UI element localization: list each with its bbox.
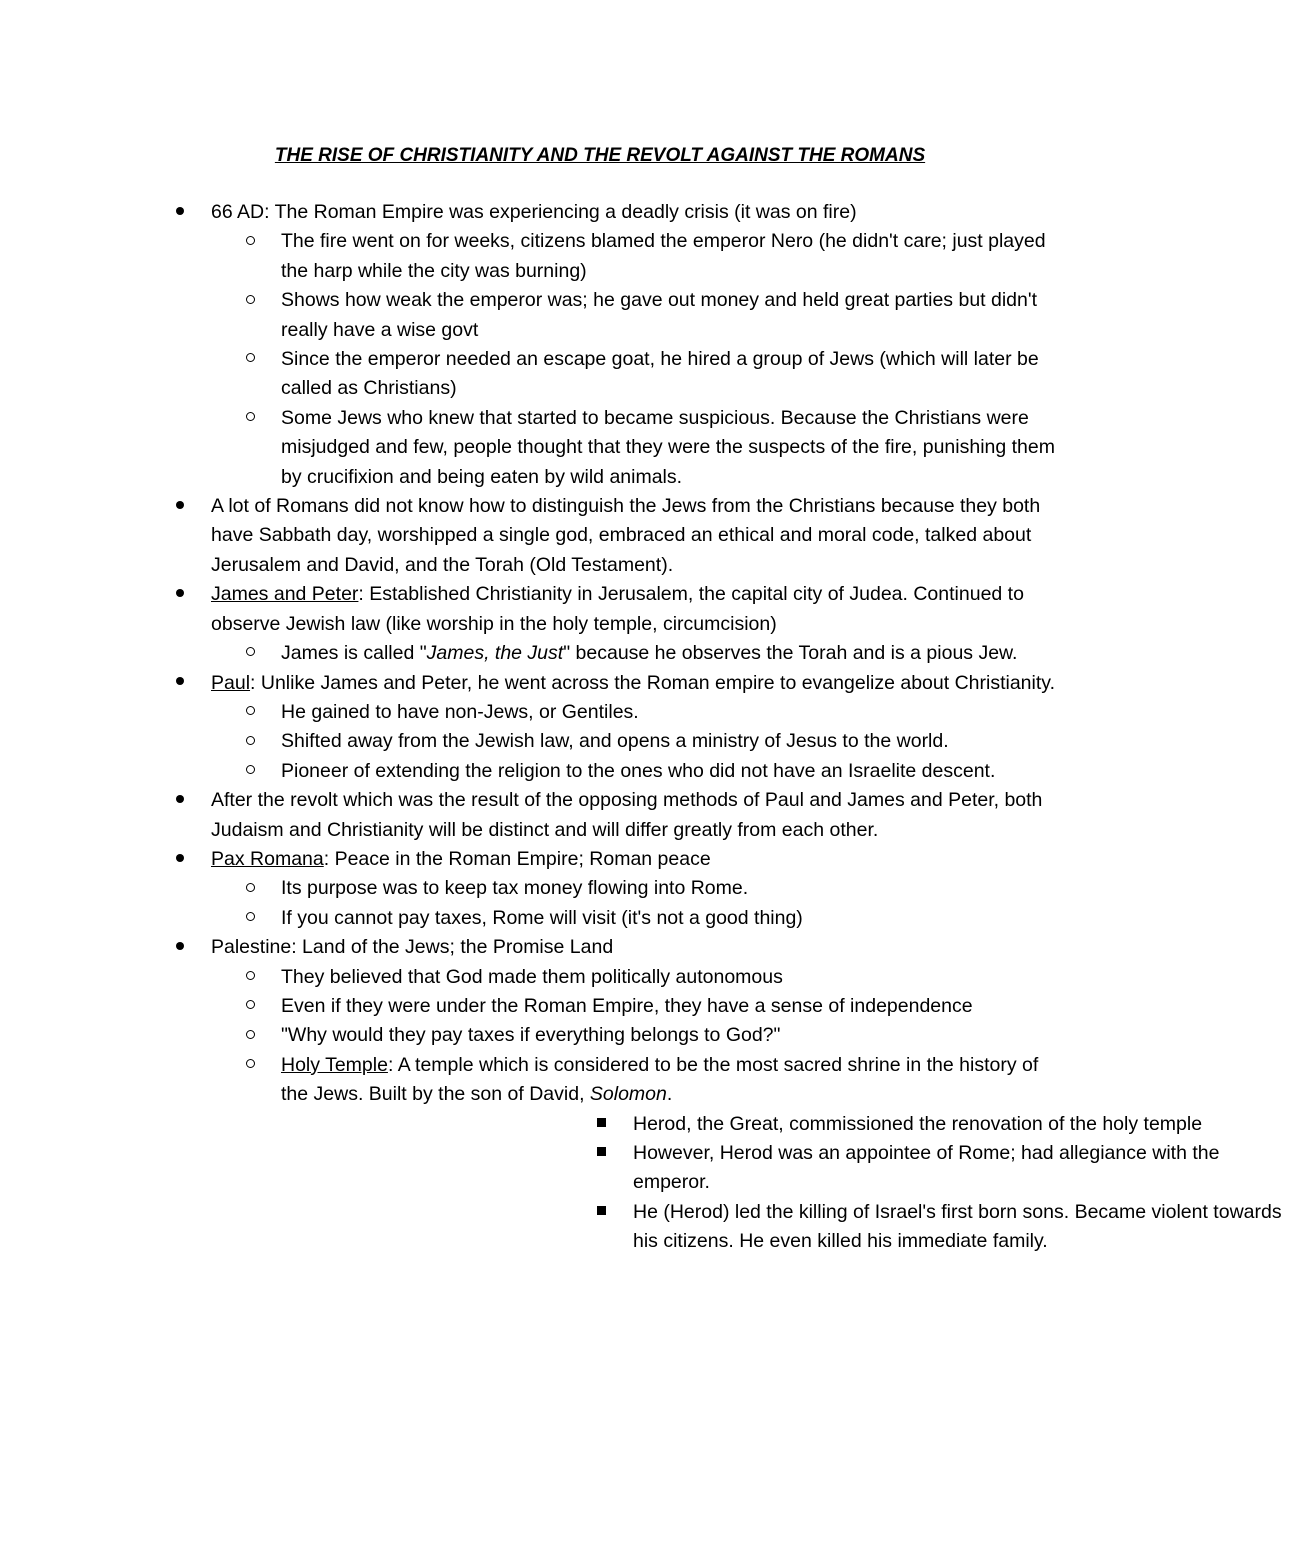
sub-item-text: Its purpose was to keep tax money flowing into Rome.: [281, 877, 749, 900]
sub-list-item: [0, 1051, 1282, 1257]
hollow-bullet-icon: [246, 904, 255, 933]
sub-sub-item-text: Herod, the Great, commissioned the renovation of the holy temple: [633, 1112, 1203, 1135]
sub-item-text: Shifted away from the Jewish law, and opens a ministry of Jesus to the world.: [281, 730, 949, 753]
sub-item-text: : A temple which is considered to be the most sacred shrine in the history of the Jews. Built by the son of David,: [281, 1053, 1039, 1106]
sub-item-text: " because he observes the Torah and is a pious Jew.: [563, 642, 1018, 665]
bullet-icon: [176, 198, 184, 227]
bullet-icon: [176, 492, 184, 521]
list-item: [0, 669, 1071, 787]
sub-item-text: If you cannot pay taxes, Rome will visit (it's not a good thing): [281, 906, 803, 929]
sub-list: [0, 227, 1060, 492]
list-item: [0, 492, 1071, 580]
sub-sub-item-text: However, Herod was an appointee of Rome; had allegiance with the emperor.: [633, 1142, 1220, 1194]
item-term: Pax Romana: [211, 847, 324, 870]
sub-list-item: [0, 227, 1060, 286]
item-text: Palestine: Land of the Jews; the Promise Land: [211, 936, 614, 959]
hollow-bullet-icon: [246, 1021, 255, 1050]
sub-list-item: [0, 698, 1060, 727]
sub-item-text: "Why would they pay taxes if everything belongs to God?": [281, 1024, 781, 1047]
bullet-icon: [176, 933, 184, 962]
list-item: [0, 933, 1282, 1256]
sub-list-item: [0, 639, 1060, 668]
sub-list: [0, 698, 1060, 786]
sub-item-text: .: [666, 1083, 673, 1106]
sub-list-item: [0, 874, 1060, 903]
hollow-bullet-icon: [246, 757, 255, 786]
sub-item-text: He gained to have non-Jews, or Gentiles.: [281, 700, 639, 723]
sub-item-term: Holy Temple: [281, 1053, 388, 1076]
sub-list-item: [0, 404, 1060, 492]
item-text: : Established Christianity in Jerusalem, the capital city of Judea. Continued to observe Jewish law (like worship in the holy temple, circumcision): [211, 583, 1024, 635]
hollow-bullet-icon: [246, 992, 255, 1021]
document-title: THE RISE OF CHRISTIANITY AND THE REVOLT AGAINST THE ROMANS: [274, 145, 926, 166]
item-text: : Unlike James and Peter, he went across the Roman empire to evangelize about Christianity.: [250, 671, 1055, 694]
sub-sub-item-text: He (Herod) led the killing of Israel's first born sons. Became violent towards his citizens. He even killed his immediate family.: [633, 1200, 1282, 1253]
sub-item-text: They believed that God made them politically autonomous: [281, 965, 783, 988]
list-item: [0, 845, 1071, 933]
hollow-bullet-icon: [246, 1051, 255, 1080]
hollow-bullet-icon: [246, 963, 255, 992]
bullet-icon: [176, 845, 184, 874]
hollow-bullet-icon: [246, 639, 255, 668]
sub-item-text: Shows how weak the emperor was; he gave out money and held great parties but didn't really have a wise govt: [281, 289, 1038, 341]
sub-list: [0, 963, 1282, 1257]
sub-item-text: Since the emperor needed an escape goat, he hired a group of Jews (which will later be called as Christians): [281, 348, 1039, 400]
sub-list-item: [0, 345, 1060, 404]
notes-body: [0, 198, 1282, 1257]
hollow-bullet-icon: [246, 286, 255, 315]
item-text: : Peace in the Roman Empire; Roman peace: [323, 847, 711, 870]
sub-list-item: [0, 727, 1060, 756]
hollow-bullet-icon: [246, 874, 255, 903]
sub-list: [0, 874, 1060, 933]
sub-item-italic: James, the Just: [426, 642, 564, 665]
square-bullet-icon: [597, 1110, 606, 1139]
sub-sub-list-item: [281, 1110, 1293, 1139]
sub-sub-list-item: [281, 1139, 1293, 1198]
list-item: [0, 786, 1071, 845]
sub-list-item: [0, 757, 1060, 786]
sub-list-item: [0, 963, 1060, 992]
sub-list-item: [0, 992, 1060, 1021]
hollow-bullet-icon: [246, 404, 255, 433]
sub-list-item: [0, 286, 1060, 345]
item-text: A lot of Romans did not know how to distinguish the Jews from the Christians because they both have Sabbath day, worshipped a single god, embraced an ethical and moral code, talked about Jerusalem and David, and the Torah (Old Testament).: [211, 495, 1041, 576]
main-list: [0, 198, 1282, 1257]
sub-item-text: Some Jews who knew that started to became suspicious. Because the Christians were misjudged and few, people thought that they were the suspects of the fire, punishing them by crucifixion and being eaten by wild animals.: [281, 406, 1055, 488]
hollow-bullet-icon: [246, 727, 255, 756]
sub-list-item: [0, 904, 1060, 933]
list-item: [0, 580, 1071, 668]
item-text: After the revolt which was the result of the opposing methods of Paul and James and Peter, both Judaism and Christianity will be distinct and will differ greatly from each other.: [211, 789, 1043, 841]
sub-item-text: The fire went on for weeks, citizens blamed the emperor Nero (he didn't care; just played the harp while the city was burning): [281, 230, 1046, 282]
item-term: James and Peter: [211, 583, 359, 606]
bullet-icon: [176, 669, 184, 698]
sub-list-item: [0, 1021, 1060, 1050]
item-term: Paul: [211, 671, 251, 694]
sub-item-text: James is called ": [281, 642, 427, 665]
sub-item-italic: Solomon: [589, 1083, 667, 1106]
sub-list: [0, 639, 1060, 668]
item-text: 66 AD: The Roman Empire was experiencing a deadly crisis (it was on fire): [211, 201, 857, 223]
sub-item-text: Pioneer of extending the religion to the ones who did not have an Israelite descent.: [281, 759, 996, 782]
square-bullet-icon: [597, 1198, 606, 1227]
hollow-bullet-icon: [246, 345, 255, 374]
bullet-icon: [176, 786, 184, 815]
bullet-icon: [176, 580, 184, 609]
hollow-bullet-icon: [246, 227, 255, 256]
list-item: [0, 198, 1071, 492]
square-bullet-icon: [597, 1139, 606, 1168]
sub-sub-list-item: [281, 1198, 1293, 1257]
sub-sub-list: [0, 1110, 1282, 1257]
hollow-bullet-icon: [246, 698, 255, 727]
sub-item-text: Even if they were under the Roman Empire, they have a sense of independence: [281, 994, 973, 1017]
